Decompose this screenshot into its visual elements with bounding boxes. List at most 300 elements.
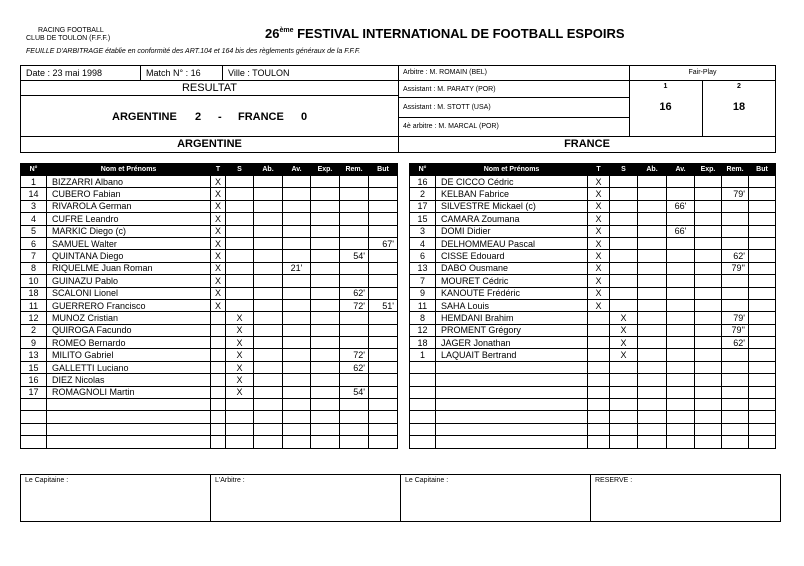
- cell-expulsion: [311, 374, 340, 386]
- cell-titulaire: [211, 349, 226, 361]
- cell-absent: [638, 188, 667, 200]
- cell-warning: [667, 275, 695, 287]
- cell-replacement: [722, 349, 749, 361]
- cell-goal: [749, 349, 776, 361]
- cell-absent: [254, 411, 283, 423]
- cell-expulsion: [311, 299, 340, 311]
- column-header-name: Nom et Prénoms: [436, 164, 588, 176]
- cell-replacement: [340, 324, 369, 336]
- cell-name: [47, 423, 211, 435]
- cell-substitute: X: [610, 349, 638, 361]
- cell-expulsion: [695, 287, 722, 299]
- cell-number: 9: [21, 337, 47, 349]
- cell-absent: [638, 200, 667, 212]
- cell-name: DIEZ Nicolas: [47, 374, 211, 386]
- column-header-goal: But: [369, 164, 398, 176]
- cell-absent: [638, 262, 667, 274]
- cell-replacement: [340, 213, 369, 225]
- table-row: [410, 423, 776, 435]
- cell-absent: [254, 299, 283, 311]
- cell-number: 8: [21, 262, 47, 274]
- cell-warning: [667, 423, 695, 435]
- table-row: [21, 361, 398, 373]
- cell-name: PROMENT Grégory: [436, 324, 588, 336]
- assistant-2: Assistant : M. STOTT (USA): [403, 104, 491, 111]
- cell-name: HEMDANI Brahim: [436, 312, 588, 324]
- cell-goal: [369, 423, 398, 435]
- page-title: [265, 26, 625, 41]
- cell-expulsion: [695, 250, 722, 262]
- cell-titulaire: X: [211, 262, 226, 274]
- cell-warning: [667, 262, 695, 274]
- reserve-label: RESERVE :: [595, 477, 633, 484]
- cell-name: SAHA Louis: [436, 299, 588, 311]
- cell-replacement: [340, 188, 369, 200]
- cell-titulaire: X: [588, 262, 610, 274]
- cell-warning: [667, 213, 695, 225]
- cell-number: [410, 361, 436, 373]
- table-row: [410, 312, 776, 324]
- cell-substitute: [226, 287, 254, 299]
- table-row: [410, 337, 776, 349]
- cell-substitute: [610, 386, 638, 398]
- table-row: [410, 299, 776, 311]
- cell-replacement: [340, 423, 369, 435]
- cell-titulaire: X: [588, 200, 610, 212]
- table-row: [410, 262, 776, 274]
- cell-substitute: [610, 188, 638, 200]
- table-row: [410, 386, 776, 398]
- table-row: [410, 237, 776, 249]
- cell-number: 3: [410, 225, 436, 237]
- cell-substitute: X: [610, 337, 638, 349]
- cell-substitute: X: [226, 324, 254, 336]
- cell-absent: [254, 213, 283, 225]
- cell-goal: [369, 324, 398, 336]
- cell-warning: [283, 237, 311, 249]
- cell-name: [436, 436, 588, 448]
- table-row: [21, 324, 398, 336]
- cell-expulsion: [311, 287, 340, 299]
- cell-substitute: [610, 250, 638, 262]
- table-row: [410, 349, 776, 361]
- team-left-name: ARGENTINE: [177, 138, 242, 150]
- cell-titulaire: [588, 361, 610, 373]
- cell-expulsion: [311, 250, 340, 262]
- cell-absent: [254, 361, 283, 373]
- cell-warning: [283, 312, 311, 324]
- cell-warning: [283, 361, 311, 373]
- cell-replacement: [722, 423, 749, 435]
- cell-expulsion: [311, 361, 340, 373]
- cell-warning: [667, 386, 695, 398]
- cell-warning: [667, 436, 695, 448]
- cell-number: 7: [410, 275, 436, 287]
- cell-expulsion: [695, 324, 722, 336]
- cell-replacement: 79': [722, 188, 749, 200]
- table-row: [410, 225, 776, 237]
- cell-absent: [638, 337, 667, 349]
- cell-number: 8: [410, 312, 436, 324]
- cell-titulaire: [211, 324, 226, 336]
- cell-name: [47, 436, 211, 448]
- cell-substitute: [610, 374, 638, 386]
- cell-titulaire: [211, 361, 226, 373]
- cell-replacement: [340, 225, 369, 237]
- table-row: [410, 275, 776, 287]
- cell-substitute: [610, 213, 638, 225]
- cell-number: [21, 436, 47, 448]
- cell-number: 15: [21, 361, 47, 373]
- cell-goal: [369, 250, 398, 262]
- cell-number: 11: [410, 299, 436, 311]
- away-team: FRANCE: [238, 111, 284, 123]
- cell-expulsion: [311, 262, 340, 274]
- cell-substitute: [610, 225, 638, 237]
- cell-substitute: X: [226, 337, 254, 349]
- cell-titulaire: X: [211, 250, 226, 262]
- cell-warning: [667, 237, 695, 249]
- cell-name: RIVAROLA German: [47, 200, 211, 212]
- cell-expulsion: [695, 423, 722, 435]
- cell-number: 2: [410, 188, 436, 200]
- cell-goal: [749, 374, 776, 386]
- captain-right-signature[interactable]: [400, 474, 591, 522]
- cell-goal: [749, 250, 776, 262]
- table-row: [410, 399, 776, 411]
- cell-expulsion: [695, 374, 722, 386]
- cell-warning: [667, 324, 695, 336]
- cell-name: BIZZARRI Albano: [47, 176, 211, 188]
- cell-expulsion: [695, 299, 722, 311]
- cell-warning: [283, 250, 311, 262]
- column-header-absent: Ab.: [254, 164, 283, 176]
- cell-number: 18: [21, 287, 47, 299]
- cell-name: [47, 399, 211, 411]
- cell-absent: [638, 349, 667, 361]
- fairplay-score-2: 18: [732, 101, 746, 113]
- column-header-expulsion: Exp.: [695, 164, 722, 176]
- table-row: [21, 287, 398, 299]
- cell-titulaire: [588, 436, 610, 448]
- cell-substitute: [226, 262, 254, 274]
- cell-absent: [254, 337, 283, 349]
- cell-titulaire: X: [588, 287, 610, 299]
- cell-warning: [283, 176, 311, 188]
- cell-goal: [749, 237, 776, 249]
- cell-absent: [254, 324, 283, 336]
- cell-replacement: 62': [340, 287, 369, 299]
- cell-replacement: 79'': [722, 324, 749, 336]
- cell-titulaire: X: [588, 213, 610, 225]
- captain-left-signature[interactable]: [20, 474, 211, 522]
- cell-substitute: X: [226, 374, 254, 386]
- cell-replacement: 72': [340, 299, 369, 311]
- cell-titulaire: [588, 386, 610, 398]
- cell-absent: [638, 275, 667, 287]
- title-number: 26: [265, 26, 280, 41]
- cell-goal: [749, 436, 776, 448]
- cell-expulsion: [695, 399, 722, 411]
- fairplay-col-1: 1: [663, 83, 668, 90]
- cell-warning: [283, 188, 311, 200]
- cell-goal: [369, 399, 398, 411]
- cell-expulsion: [695, 213, 722, 225]
- cell-replacement: [722, 436, 749, 448]
- cell-number: [21, 399, 47, 411]
- column-header-substitute: S: [226, 164, 254, 176]
- cell-titulaire: [211, 312, 226, 324]
- cell-substitute: [226, 225, 254, 237]
- cell-titulaire: [588, 349, 610, 361]
- cell-titulaire: [588, 374, 610, 386]
- table-row: [410, 188, 776, 200]
- cell-titulaire: [588, 337, 610, 349]
- cell-goal: [749, 312, 776, 324]
- reserve-box[interactable]: [590, 474, 781, 522]
- cell-titulaire: X: [588, 237, 610, 249]
- cell-expulsion: [695, 349, 722, 361]
- cell-absent: [638, 225, 667, 237]
- cell-absent: [254, 436, 283, 448]
- table-row: [21, 176, 398, 188]
- cell-number: [410, 411, 436, 423]
- cell-goal: [369, 436, 398, 448]
- cell-absent: [254, 312, 283, 324]
- cell-name: CUFRE Leandro: [47, 213, 211, 225]
- cell-name: DOMI Didier: [436, 225, 588, 237]
- cell-replacement: [340, 399, 369, 411]
- cell-expulsion: [695, 337, 722, 349]
- cell-expulsion: [311, 176, 340, 188]
- cell-goal: [749, 225, 776, 237]
- cell-expulsion: [311, 213, 340, 225]
- cell-name: CUBERO Fabian: [47, 188, 211, 200]
- cell-substitute: [226, 176, 254, 188]
- cell-titulaire: X: [588, 275, 610, 287]
- column-header-goal: But: [749, 164, 776, 176]
- roster-table-right: [409, 163, 776, 449]
- cell-name: CAMARA Zoumana: [436, 213, 588, 225]
- cell-goal: [749, 213, 776, 225]
- cell-replacement: 79': [722, 312, 749, 324]
- cell-substitute: [226, 250, 254, 262]
- cell-goal: [749, 262, 776, 274]
- cell-number: 7: [21, 250, 47, 262]
- column-header-titulaire: T: [588, 164, 610, 176]
- cell-number: 2: [21, 324, 47, 336]
- cell-titulaire: [211, 399, 226, 411]
- cell-warning: [283, 399, 311, 411]
- cell-goal: [749, 275, 776, 287]
- cell-expulsion: [311, 411, 340, 423]
- cell-goal: [369, 262, 398, 274]
- cell-expulsion: [311, 423, 340, 435]
- cell-replacement: [340, 312, 369, 324]
- fairplay-col-2: 2: [737, 83, 741, 90]
- cell-name: GALLETTI Luciano: [47, 361, 211, 373]
- cell-name: SCALONI Lionel: [47, 287, 211, 299]
- cell-warning: 66': [667, 225, 695, 237]
- cell-expulsion: [311, 436, 340, 448]
- cell-name: GUERRERO Francisco: [47, 299, 211, 311]
- match-city: Ville : TOULON: [228, 68, 290, 78]
- cell-substitute: [226, 411, 254, 423]
- club-name: RACING FOOTBALL: [38, 27, 104, 34]
- cell-expulsion: [695, 200, 722, 212]
- cell-warning: [667, 188, 695, 200]
- cell-replacement: 54': [340, 250, 369, 262]
- table-row: [410, 213, 776, 225]
- cell-goal: 51': [369, 299, 398, 311]
- cell-absent: [254, 250, 283, 262]
- cell-absent: [254, 275, 283, 287]
- cell-replacement: [722, 287, 749, 299]
- cell-substitute: [610, 275, 638, 287]
- cell-warning: [283, 324, 311, 336]
- cell-warning: [667, 399, 695, 411]
- cell-warning: [283, 287, 311, 299]
- table-row: [21, 275, 398, 287]
- cell-substitute: [610, 200, 638, 212]
- cell-titulaire: [211, 374, 226, 386]
- cell-goal: [749, 361, 776, 373]
- cell-absent: [254, 200, 283, 212]
- table-row: [410, 361, 776, 373]
- table-row: [21, 299, 398, 311]
- column-header-replacement: Rem.: [340, 164, 369, 176]
- cell-replacement: [722, 411, 749, 423]
- table-row: [21, 188, 398, 200]
- cell-replacement: [722, 200, 749, 212]
- cell-absent: [638, 324, 667, 336]
- cell-warning: [667, 176, 695, 188]
- cell-titulaire: [211, 337, 226, 349]
- cell-substitute: X: [610, 312, 638, 324]
- cell-warning: [283, 386, 311, 398]
- cell-goal: [749, 386, 776, 398]
- table-row: [21, 337, 398, 349]
- match-date: Date : 23 mai 1998: [26, 68, 103, 78]
- cell-goal: [749, 411, 776, 423]
- title-sup: ème: [279, 27, 294, 34]
- cell-replacement: 54': [340, 386, 369, 398]
- cell-expulsion: [311, 386, 340, 398]
- cell-name: [436, 386, 588, 398]
- cell-substitute: X: [610, 324, 638, 336]
- cell-expulsion: [695, 275, 722, 287]
- cell-titulaire: X: [211, 213, 226, 225]
- cell-warning: [667, 299, 695, 311]
- cell-replacement: 62': [722, 337, 749, 349]
- cell-number: 16: [410, 176, 436, 188]
- cell-number: 13: [21, 349, 47, 361]
- table-row: [410, 200, 776, 212]
- column-header-number: N°: [410, 164, 436, 176]
- cell-absent: [254, 399, 283, 411]
- cell-replacement: [722, 275, 749, 287]
- cell-substitute: [610, 299, 638, 311]
- cell-warning: 21': [283, 262, 311, 274]
- cell-number: 17: [410, 200, 436, 212]
- cell-absent: [254, 386, 283, 398]
- cell-name: DE CICCO Cédric: [436, 176, 588, 188]
- cell-expulsion: [695, 176, 722, 188]
- column-header-warning: Av.: [283, 164, 311, 176]
- cell-substitute: [226, 299, 254, 311]
- cell-number: [21, 423, 47, 435]
- cell-titulaire: X: [211, 225, 226, 237]
- cell-name: SILVESTRE Mickael (c): [436, 200, 588, 212]
- cell-warning: [283, 213, 311, 225]
- cell-titulaire: [588, 411, 610, 423]
- cell-absent: [638, 361, 667, 373]
- cell-name: [436, 423, 588, 435]
- cell-number: 14: [21, 188, 47, 200]
- cell-titulaire: X: [211, 176, 226, 188]
- cell-goal: [369, 349, 398, 361]
- cell-titulaire: X: [588, 225, 610, 237]
- table-row: [21, 225, 398, 237]
- cell-titulaire: X: [211, 237, 226, 249]
- cell-absent: [254, 349, 283, 361]
- cell-goal: [749, 200, 776, 212]
- cell-expulsion: [311, 225, 340, 237]
- cell-substitute: [610, 361, 638, 373]
- cell-replacement: [340, 374, 369, 386]
- cell-replacement: [340, 337, 369, 349]
- home-team: ARGENTINE: [112, 111, 177, 123]
- cell-titulaire: X: [211, 287, 226, 299]
- table-row: [21, 423, 398, 435]
- cell-goal: [749, 423, 776, 435]
- cell-name: [436, 411, 588, 423]
- cell-goal: [369, 188, 398, 200]
- cell-number: [410, 374, 436, 386]
- cell-absent: [254, 423, 283, 435]
- table-row: [21, 200, 398, 212]
- cell-goal: [749, 287, 776, 299]
- cell-absent: [638, 423, 667, 435]
- cell-name: SAMUEL Walter: [47, 237, 211, 249]
- column-header-replacement: Rem.: [722, 164, 749, 176]
- cell-expulsion: [695, 361, 722, 373]
- table-row: [410, 411, 776, 423]
- cell-warning: [283, 374, 311, 386]
- cell-substitute: [226, 436, 254, 448]
- column-header-substitute: S: [610, 164, 638, 176]
- cell-warning: [283, 423, 311, 435]
- cell-name: QUINTANA Diego: [47, 250, 211, 262]
- cell-goal: [369, 337, 398, 349]
- cell-number: 17: [21, 386, 47, 398]
- cell-warning: [283, 200, 311, 212]
- cell-name: ROMEO Bernardo: [47, 337, 211, 349]
- arbitre-signature[interactable]: [210, 474, 401, 522]
- cell-goal: [369, 411, 398, 423]
- cell-goal: [369, 287, 398, 299]
- cell-goal: [749, 176, 776, 188]
- result-divider: [20, 95, 399, 96]
- column-header-warning: Av.: [667, 164, 695, 176]
- assistant-1: Assistant : M. PARATY (POR): [403, 86, 496, 93]
- fairplay-label: Fair-Play: [688, 69, 717, 76]
- cell-titulaire: [588, 324, 610, 336]
- cell-absent: [638, 237, 667, 249]
- cell-number: 13: [410, 262, 436, 274]
- cell-number: 3: [21, 200, 47, 212]
- cell-substitute: [610, 176, 638, 188]
